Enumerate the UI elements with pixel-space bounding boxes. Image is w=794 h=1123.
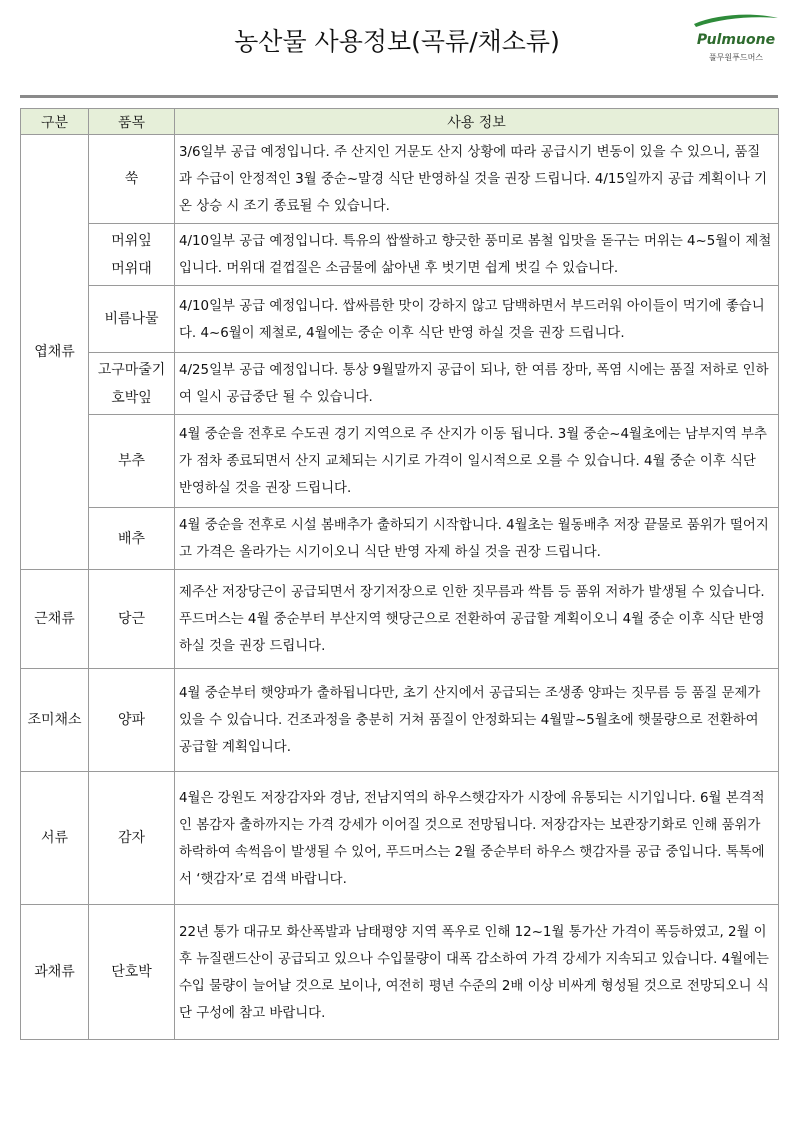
category-cell: 과채류 [21,905,89,1040]
info-cell: 4/25일부 공급 예정입니다. 통상 9월말까지 공급이 되나, 한 여름 장마, 폭염 시에는 품질 저하로 인하여 일시 공급중단 될 수 있습니다. [175,353,779,415]
product-info-table [20,108,779,1040]
table-header-row [21,109,779,135]
info-cell: 4월 중순을 전후로 수도권 경기 지역으로 주 산지가 이동 됩니다. 3월 중순~4월초에는 남부지역 부추가 점차 종료되면서 산지 교체되는 시기로 가격이 일시적으로 오를 수 있습니다. 4월 중순 이후 식단 반영하실 것을 권장 드립니다. [175,415,779,508]
item-cell: 배추 [89,508,175,570]
info-cell: 4월 중순을 전후로 시설 봄배추가 출하되기 시작합니다. 4월초는 월동배추 저장 끝물로 품위가 떨어지고 가격은 올라가는 시기이오니 식단 반영 자제 하실 것을 권장 드립니다. [175,508,779,570]
category-cell: 엽채류 [21,135,89,570]
item-cell: 양파 [89,669,175,772]
item-cell: 쑥 [89,135,175,224]
logo-swoosh-icon [692,12,780,32]
table-row [21,669,779,772]
column-header-info: 사용 정보 [175,109,779,135]
logo-name: Pulmuone [696,32,776,48]
item-cell: 고구마줄기 호박잎 [89,353,175,415]
item-cell: 부추 [89,415,175,508]
info-cell: 제주산 저장당근이 공급되면서 장기저장으로 인한 짓무름과 싹틈 등 품위 저하가 발생될 수 있습니다. 푸드머스는 4월 중순부터 부산지역 햇당근으로 전환하여 공급할 계획이오니 4월 중순 이후 식단 반영하실 것을 권장 드립니다. [175,570,779,669]
table-row [21,286,779,353]
category-cell: 근채류 [21,570,89,669]
table-row [21,508,779,570]
info-cell: 3/6일부 공급 예정입니다. 주 산지인 거문도 산지 상황에 따라 공급시기 변동이 있을 수 있으니, 품질과 수급이 안정적인 3월 중순~말경 식단 반영하실 것을 권장 드립니다. 4/15일까지 공급 계획이나 기온 상승 시 조기 종료될 수 있습니다. [175,135,779,224]
table-row [21,570,779,669]
info-cell: 4/10일부 공급 예정입니다. 쌉싸름한 맛이 강하지 않고 담백하면서 부드러워 아이들이 먹기에 좋습니다. 4~6월이 제철로, 4월에는 중순 이후 식단 반영 하실 것을 권장 드립니다. [175,286,779,353]
info-cell: 4/10일부 공급 예정입니다. 특유의 쌉쌀하고 향긋한 풍미로 봄철 입맛을 돋구는 머위는 4~5월이 제철입니다. 머위대 겉껍질은 소금물에 삶아낸 후 벗기면 쉽게 벗길 수 있습니다. [175,224,779,286]
table-row [21,905,779,1040]
column-header-category: 구분 [21,109,89,135]
pulmuone-logo [690,12,782,68]
item-cell: 당근 [89,570,175,669]
item-cell: 비름나물 [89,286,175,353]
table-row [21,135,779,224]
info-cell: 4월 중순부터 햇양파가 출하됩니다만, 초기 산지에서 공급되는 조생종 양파는 짓무름 등 품질 문제가 있을 수 있습니다. 건조과정을 충분히 거쳐 품질이 안정화되는 4월말~5월초에 햇물량으로 전환하여 공급할 계획입니다. [175,669,779,772]
category-cell: 조미채소 [21,669,89,772]
logo-subtitle: 풀무원푸드머스 [708,53,764,62]
item-cell: 감자 [89,772,175,905]
info-cell: 4월은 강원도 저장감자와 경남, 전남지역의 하우스햇감자가 시장에 유통되는 시기입니다. 6월 본격적인 봄감자 출하까지는 가격 강세가 이어질 것으로 전망됩니다. 저장감자는 보관장기화로 인해 품위가 하락하여 속썩음이 발생될 수 있어, 푸드머스는 2월 중순부터 하우스 햇감자를 공급 중입니다. 톡톡에서 ‘햇감자’로 검색 바랍니다. [175,772,779,905]
table-row [21,772,779,905]
table-row [21,353,779,415]
category-cell: 서류 [21,772,89,905]
info-cell: 22년 통가 대규모 화산폭발과 남태평양 지역 폭우로 인해 12~1월 통가산 가격이 폭등하였고, 2월 이후 뉴질랜드산이 공급되고 있으나 수입물량이 대폭 감소하여 가격 강세가 지속되고 있습니다. 4월에는 수입 물량이 늘어날 것으로 보이나, 여전히 평년 수준의 2배 이상 비싸게 형성될 것으로 전망되오니 식단 구성에 참고 바랍니다. [175,905,779,1040]
item-cell: 단호박 [89,905,175,1040]
column-header-item: 품목 [89,109,175,135]
item-cell: 머위잎 머위대 [89,224,175,286]
title-divider [20,95,778,98]
table-row [21,415,779,508]
table-row [21,224,779,286]
page-title: 농산물 사용정보(곡류/채소류) [234,27,560,56]
